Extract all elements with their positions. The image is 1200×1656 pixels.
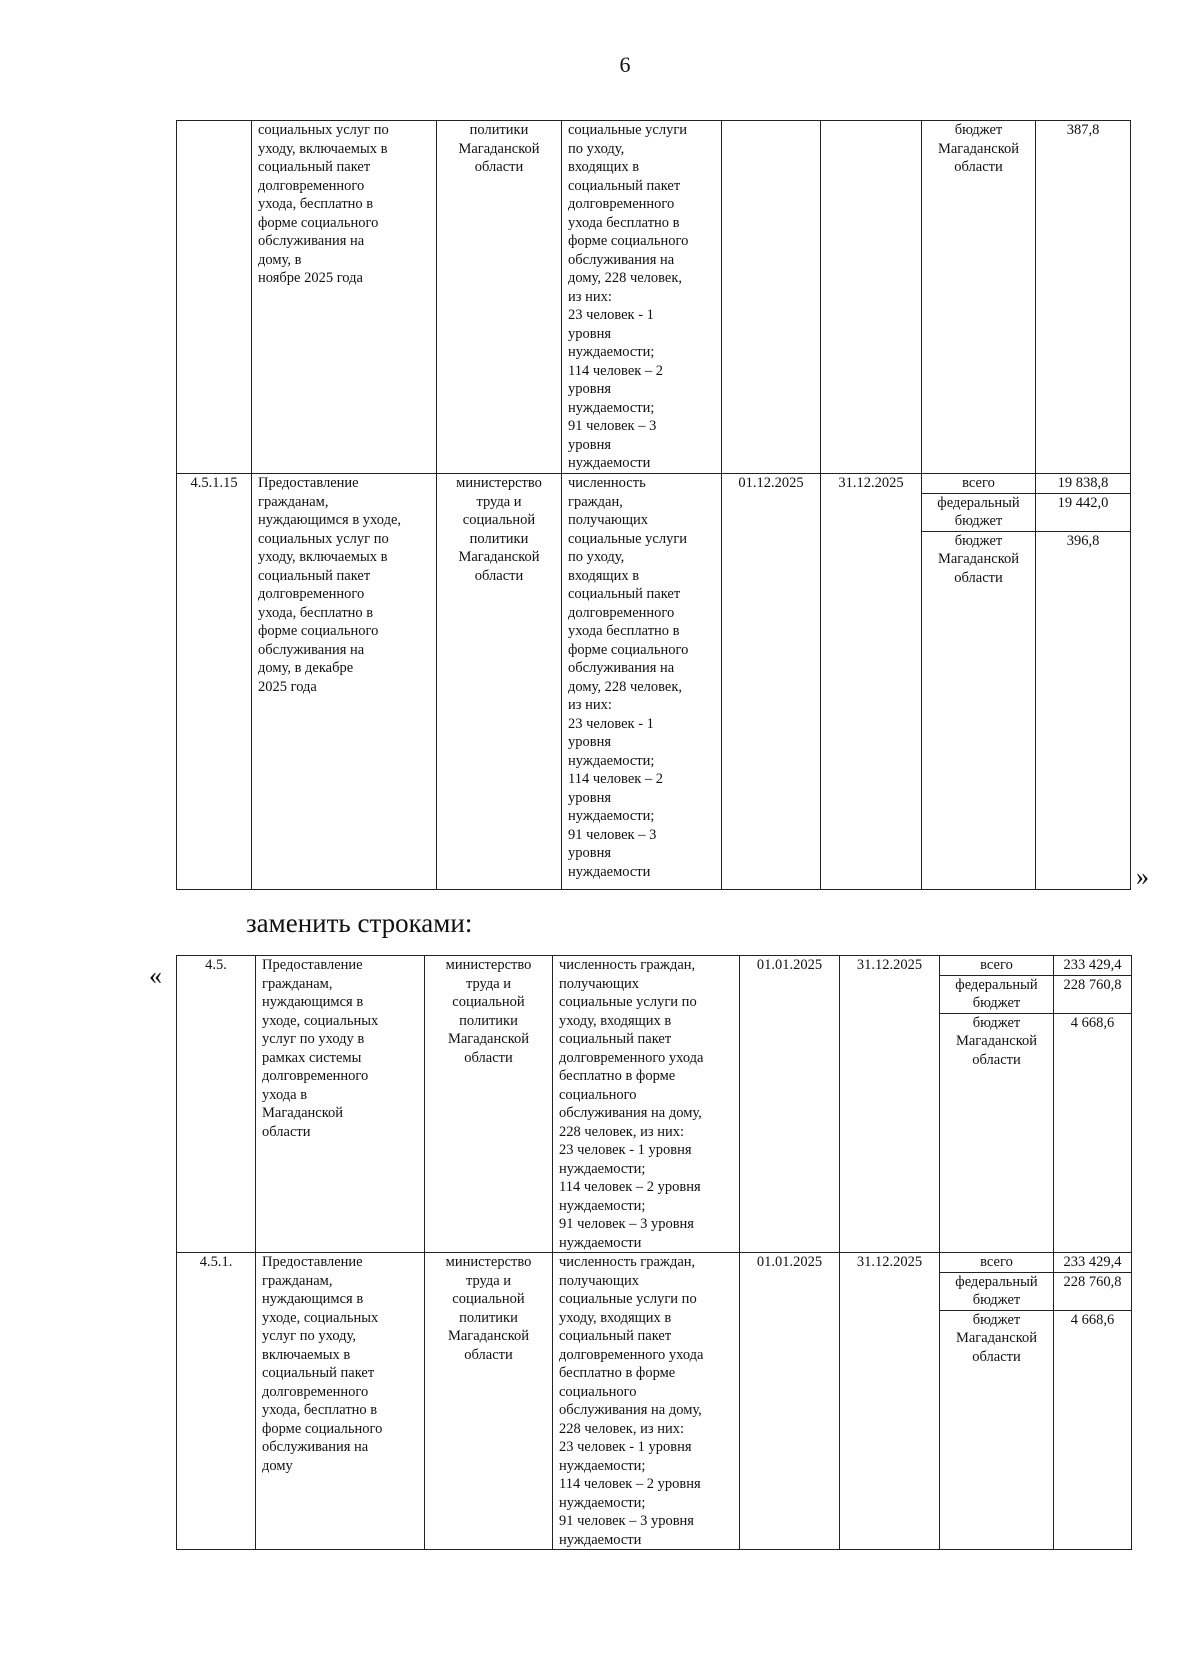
replace-heading: заменить строками: [246,908,473,938]
activity-name-line: уходу, включаемых в [258,549,388,565]
result-indicator-line: численность граждан, [559,957,696,973]
funding-source: бюджет Магаданской области [922,532,1036,890]
row-number: 4.5. [177,956,256,1253]
funding-amount: 396,8 [1066,532,1100,549]
activity-name-line: долговременного [258,586,365,602]
page-number: 6 [619,52,631,77]
result-indicator-line: форме социального [568,641,689,658]
result-indicator-line: нуждаемости; [559,1160,646,1177]
result-indicator-line: нуждаемости [559,1234,642,1251]
responsible-executor [437,474,562,890]
result-indicator-line: уровня [568,325,612,342]
activity-name [252,474,437,890]
activity-name-line: услуг по уходу в [262,1031,365,1047]
funding-source: федеральный бюджет [940,1273,1054,1310]
responsible-executor-line: области [474,159,524,175]
activity-name-line: дому [262,1457,293,1474]
result-indicator-line: 23 человек - 1 [568,307,654,323]
activity-name-line: гражданам, [262,1272,333,1289]
result-indicator-line: уровня [568,845,612,861]
result-indicator-line: обслуживания на [568,660,675,676]
result-indicator-line: 228 человек, из них: [559,1123,684,1140]
result-indicator-line: нуждаемости; [568,752,655,769]
funding-amount: 4 668,6 [1070,1014,1115,1031]
activity-name-line: дому, в [258,251,302,268]
result-indicator-line: социальный пакет [559,1328,672,1344]
result-indicator-line: бесплатно в форме [559,1068,676,1084]
activity-name [256,1253,425,1550]
result-indicator [562,474,722,890]
result-indicator-line: форме социального [568,233,689,249]
responsible-executor-line: министерство [445,1254,532,1270]
opening-quote: « [149,961,162,990]
result-indicator [553,956,740,1253]
funding-row [922,494,1130,532]
result-indicator-line: из них: [568,697,612,713]
row-number [177,121,252,474]
result-indicator-line: получающих [559,975,640,992]
responsible-executor-line: политики [459,1012,518,1029]
result-indicator-line: социальные услуги по [559,994,697,1010]
responsible-executor-line: Магаданской [458,549,540,565]
funding-amount: 387,8 [1066,122,1100,138]
closing-quote: » [1136,862,1149,891]
responsible-executor-line: политики [469,122,529,138]
result-indicator-line: социального [559,1086,637,1103]
activity-name [256,956,425,1253]
result-indicator-line: уровня [568,789,612,806]
activity-name-line: нуждающимся в [262,1291,364,1307]
responsible-executor-line: области [464,1346,513,1363]
result-indicator-line: 228 человек, из них: [559,1420,684,1437]
activity-name-line: обслуживания на [258,641,365,658]
funding-source: бюджет Магаданской области [922,121,1036,473]
responsible-executor-line: политики [459,1309,518,1326]
row-number: 4.5.1.15 [177,474,252,890]
funding-amount: 19 838,8 [1057,475,1109,491]
activity-name-line: Предоставление [262,957,363,973]
table-row [177,474,1131,890]
responsible-executor-line: министерство [445,957,532,973]
result-indicator-line: социальный пакет [568,177,681,194]
funding-row [940,976,1131,1014]
result-indicator-line: уходу, входящих в [559,1012,672,1029]
result-indicator-line: уровня [568,381,612,397]
start-date [722,121,821,474]
result-indicator-line: 23 человек - 1 [568,715,654,732]
result-indicator-line: обслуживания на [568,251,675,268]
result-indicator-line: 23 человек - 1 уровня [559,1439,692,1455]
start-date: 01.01.2025 [740,1253,840,1550]
result-indicator-line: нуждаемости; [559,1197,646,1214]
funding-source: бюджет Магаданской области [940,1014,1054,1253]
result-indicator-line: по уходу, [568,140,625,157]
responsible-executor-line: области [474,567,524,584]
activity-name-line: социальный пакет [258,567,371,584]
activity-name-line: ухода, бесплатно в [258,196,374,212]
responsible-executor-line: Магаданской [447,1328,530,1344]
responsible-executor-line: труда и [476,493,522,510]
funding-row [940,1014,1131,1253]
result-indicator-line: 91 человек – 3 [568,826,657,843]
funding-amount: 228 760,8 [1063,976,1122,993]
funding-cell [922,121,1131,474]
activity-name-line: форме социального [258,214,379,231]
responsible-executor-line: труда и [465,975,512,992]
funding-amount: 233 429,4 [1063,1254,1122,1270]
start-date: 01.12.2025 [722,474,821,890]
activity-name-line: долговременного [258,177,365,194]
activity-name-line: форме социального [258,623,379,639]
end-date: 31.12.2025 [840,1253,940,1550]
activity-name-line: 2025 года [258,678,317,695]
activity-name-line: социальных услуг по [258,530,389,547]
new-rows-table [176,955,1132,1550]
responsible-executor-line: Магаданской [458,140,540,157]
result-indicator-line: нуждаемости [559,1531,642,1548]
result-indicator-line: граждан, [568,493,623,510]
result-indicator-line: получающих [559,1272,640,1289]
result-indicator-line: нуждаемости; [559,1457,646,1474]
activity-name-line: области [262,1123,311,1140]
funding-row [940,1273,1131,1311]
start-date: 01.01.2025 [740,956,840,1253]
result-indicator-line: по уходу, [568,549,625,565]
activity-name-line: нуждающимся в уходе, [258,512,402,528]
result-indicator-line: ухода бесплатно в [568,623,680,639]
funding-row [922,121,1130,473]
funding-amount: 233 429,4 [1063,957,1122,973]
old-rows-table [176,120,1131,890]
activity-name-line: гражданам, [262,975,333,992]
result-indicator [553,1253,740,1550]
result-indicator-line: социальные услуги [568,122,688,138]
result-indicator-line: 23 человек - 1 уровня [559,1142,692,1158]
activity-name-line: рамках системы [262,1049,362,1066]
result-indicator-line: 114 человек – 2 уровня [559,1476,701,1492]
activity-name-line: уходе, социальных [262,1012,379,1029]
result-indicator-line: из них: [568,288,612,305]
activity-name-line: Предоставление [262,1254,363,1270]
result-indicator-line: долговременного [568,196,675,212]
activity-name-line: долговременного [262,1068,369,1084]
responsible-executor-line: министерство [456,475,542,491]
result-indicator-line: социальные услуги по [559,1291,697,1307]
funding-source: всего [940,956,1054,975]
responsible-executor-line: труда и [465,1272,512,1289]
result-indicator-line: нуждаемости; [568,399,655,416]
activity-name [252,121,437,474]
result-indicator-line: бесплатно в форме [559,1365,676,1381]
result-indicator-line: нуждаемости [568,455,651,471]
result-indicator-line: нуждаемости; [559,1494,646,1511]
funding-row [922,474,1130,494]
responsible-executor-line: социальной [462,512,536,528]
responsible-executor-line: политики [469,530,529,547]
activity-name-line: ухода, бесплатно в [262,1402,378,1418]
result-indicator-line: долговременного [568,604,675,621]
result-indicator-line: численность [568,475,646,491]
funding-row [940,1311,1131,1550]
result-indicator-line: ухода бесплатно в [568,214,680,231]
result-indicator-line: обслуживания на дому, [559,1105,702,1121]
activity-name-line: социальный пакет [258,159,371,175]
result-indicator-line: 91 человек – 3 [568,418,657,434]
responsible-executor-line: области [464,1049,513,1066]
funding-amount: 4 668,6 [1070,1311,1115,1328]
activity-name-line: уходе, социальных [262,1309,379,1326]
result-indicator-line: нуждаемости; [568,808,655,824]
funding-cell [940,956,1132,1253]
funding-amount: 19 442,0 [1057,494,1109,511]
activity-name-line: услуг по уходу, [262,1328,356,1344]
funding-row [940,956,1131,976]
end-date: 31.12.2025 [821,474,922,890]
result-indicator-line: обслуживания на дому, [559,1402,702,1418]
result-indicator-line: уровня [568,734,612,750]
result-indicator-line: входящих в [568,567,640,584]
result-indicator-line: социального [559,1383,637,1400]
funding-source: федеральный бюджет [922,494,1036,531]
table-row [177,956,1132,1253]
result-indicator-line: уходу, входящих в [559,1309,672,1326]
activity-name-line: социальных услуг по [258,122,389,138]
table-row [177,121,1131,474]
activity-name-line: ухода, бесплатно в [258,604,374,621]
result-indicator-line: нуждаемости; [568,344,655,360]
result-indicator-line: 91 человек – 3 уровня [559,1513,694,1529]
end-date [821,121,922,474]
responsible-executor [425,956,553,1253]
result-indicator-line: численность граждан, [559,1254,696,1270]
activity-name-line: нуждающимся в [262,994,364,1010]
end-date: 31.12.2025 [840,956,940,1253]
result-indicator-line: уровня [568,436,612,453]
activity-name-line: форме социального [262,1420,383,1437]
activity-name-line: Магаданской [262,1105,344,1121]
responsible-executor [437,121,562,474]
funding-amount: 228 760,8 [1063,1273,1122,1290]
result-indicator-line: входящих в [568,159,640,175]
result-indicator-line: социальный пакет [568,586,681,602]
funding-cell [922,474,1131,890]
result-indicator-line: нуждаемости [568,863,651,880]
result-indicator-line: получающих [568,512,649,528]
activity-name-line: долговременного [262,1383,369,1400]
activity-name-line: дому, в декабре [258,660,354,676]
activity-name-line: ноябре 2025 года [258,270,363,286]
funding-source: всего [940,1253,1054,1272]
responsible-executor-line: Магаданской [447,1031,530,1047]
activity-name-line: ухода в [262,1086,308,1103]
activity-name-line: социальный пакет [262,1365,375,1381]
row-number: 4.5.1. [177,1253,256,1550]
funding-source: федеральный бюджет [940,976,1054,1013]
activity-name-line: обслуживания на [262,1439,369,1455]
responsible-executor-line: социальной [452,994,525,1010]
activity-name-line: уходу, включаемых в [258,140,388,157]
result-indicator-line: 114 человек – 2 [568,771,664,787]
table-row [177,1253,1132,1550]
funding-source: бюджет Магаданской области [940,1311,1054,1550]
activity-name-line: включаемых в [262,1346,351,1363]
responsible-executor [425,1253,553,1550]
result-indicator-line: социальные услуги [568,530,688,547]
result-indicator-line: дому, 228 человек, [568,678,683,695]
activity-name-line: Предоставление [258,475,359,491]
result-indicator-line: 114 человек – 2 уровня [559,1179,701,1195]
result-indicator-line: социальный пакет [559,1031,672,1047]
activity-name-line: гражданам, [258,493,329,510]
result-indicator-line: 114 человек – 2 [568,362,664,379]
funding-source: всего [922,474,1036,493]
activity-name-line: обслуживания на [258,233,365,249]
funding-row [940,1253,1131,1273]
result-indicator-line: долговременного ухода [559,1049,704,1066]
funding-row [922,532,1130,890]
result-indicator-line: 91 человек – 3 уровня [559,1216,694,1232]
result-indicator-line: дому, 228 человек, [568,270,683,286]
result-indicator-line: долговременного ухода [559,1346,704,1363]
funding-cell [940,1253,1132,1550]
responsible-executor-line: социальной [452,1291,525,1307]
result-indicator [562,121,722,474]
